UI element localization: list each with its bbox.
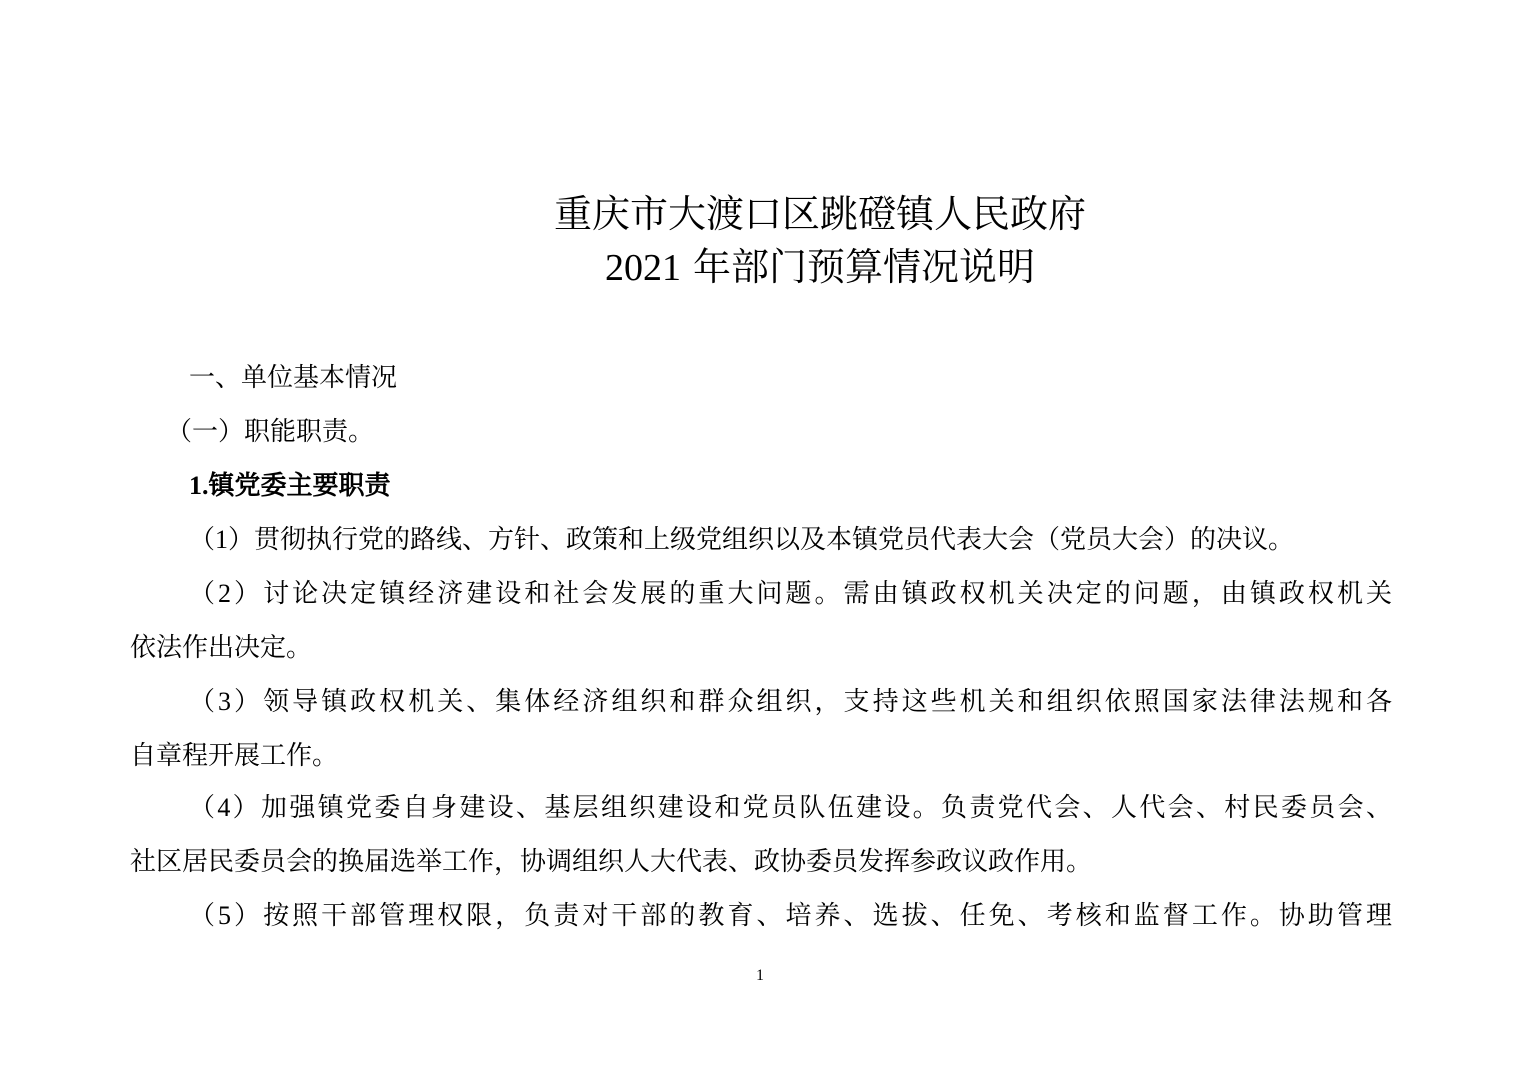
title-year: 2021 bbox=[604, 247, 681, 289]
paragraph-2-text: 讨论决定镇经济建设和社会发展的重大问题。需由镇政权机关决定的问题，由镇政权机关 bbox=[263, 579, 1392, 609]
subsection-heading: （一）职能职责。 bbox=[166, 417, 375, 447]
paragraph-3-line-1 bbox=[189, 684, 1392, 720]
paragraph-5-line-1 bbox=[189, 898, 1392, 934]
paragraph-4-line-2: 社区居民委员会的换届选举工作，协调组织人大代表、政协委员发挥参政议政作用。 bbox=[130, 847, 1093, 877]
paragraph-3-line-2: 自章程开展工作。 bbox=[130, 741, 339, 771]
item-heading bbox=[189, 468, 391, 504]
paragraph-5-label-close: ） bbox=[231, 901, 264, 931]
paragraph-5-label-open: （ bbox=[189, 901, 219, 931]
item-heading-number: 1. bbox=[189, 471, 209, 500]
paragraph-2-number: 2 bbox=[218, 579, 232, 608]
paragraph-4-line-1 bbox=[189, 790, 1392, 826]
paragraph-3-label-open: （ bbox=[189, 687, 219, 717]
paragraph-1-line-1 bbox=[189, 522, 1392, 558]
paragraph-1-text: 贯彻执行党的路线、方针、政策和上级党组织以及本镇党员代表大会（党员大会）的决议。 bbox=[254, 525, 1295, 555]
paragraph-1-label-close: ） bbox=[228, 525, 255, 555]
page-number: 1 bbox=[756, 967, 764, 984]
item-heading-text: 镇党委主要职责 bbox=[208, 471, 391, 501]
paragraph-2-line-1 bbox=[189, 576, 1392, 612]
paragraph-5-text: 按照干部管理权限，负责对干部的教育、培养、选拔、任免、考核和监督工作。协助管理 bbox=[263, 901, 1392, 931]
paragraph-2-label-open: （ bbox=[189, 579, 219, 609]
paragraph-4-label-close: ） bbox=[230, 793, 262, 823]
document-title-line-2 bbox=[0, 243, 1520, 292]
paragraph-4-text: 加强镇党委自身建设、基层组织建设和党员队伍建设。负责党代会、人代会、村民委员会、 bbox=[261, 793, 1392, 823]
title-subject: 年部门预算情况说明 bbox=[680, 245, 1036, 289]
paragraph-3-number: 3 bbox=[218, 687, 232, 716]
paragraph-4-label-open: （ bbox=[189, 793, 218, 823]
paragraph-5-number: 5 bbox=[218, 901, 232, 930]
document-title-line-1: 重庆市大渡口区跳磴镇人民政府 bbox=[553, 192, 1086, 236]
paragraph-2-line-2: 依法作出决定。 bbox=[130, 633, 313, 663]
paragraph-1-number: 1 bbox=[215, 525, 229, 554]
section-heading: 一、单位基本情况 bbox=[189, 363, 398, 393]
paragraph-4-number: 4 bbox=[217, 793, 231, 822]
paragraph-1-label-open: （ bbox=[189, 525, 216, 555]
paragraph-3-text: 领导镇政权机关、集体经济组织和群众组织，支持这些机关和组织依照国家法律法规和各 bbox=[263, 687, 1392, 717]
paragraph-3-label-close: ） bbox=[231, 687, 264, 717]
paragraph-2-label-close: ） bbox=[231, 579, 264, 609]
